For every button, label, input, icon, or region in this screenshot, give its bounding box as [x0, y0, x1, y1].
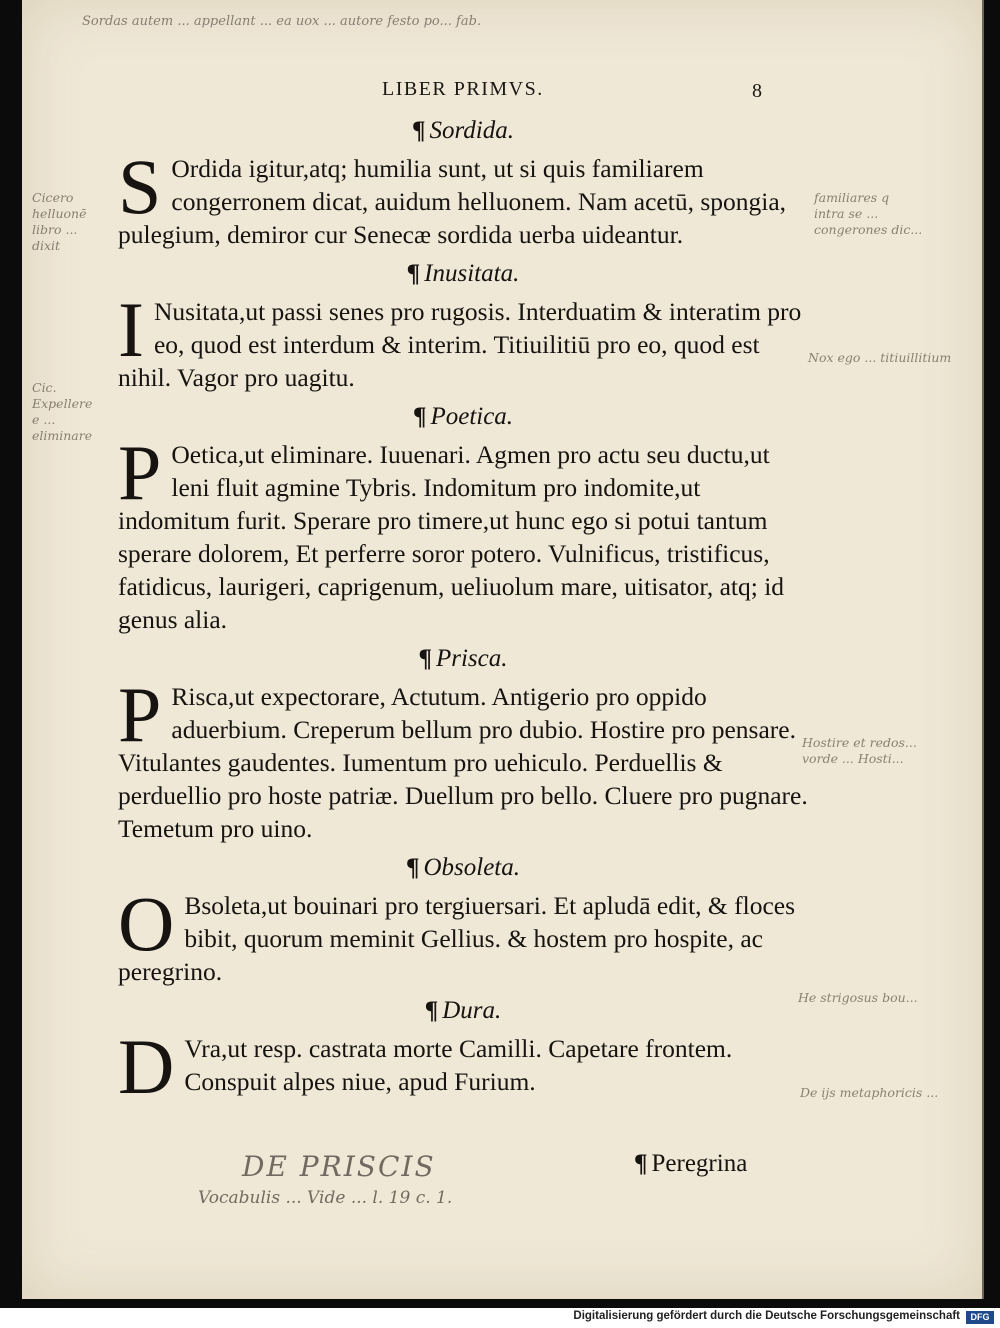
section-sordida — [118, 114, 808, 251]
pilcrow-icon: ¶ — [412, 403, 427, 430]
footer-bar — [0, 1308, 1000, 1328]
paragraph — [118, 286, 808, 394]
handwritten-title-de-priscis: DE PRISCIS — [242, 1150, 436, 1183]
section-prisca — [118, 642, 808, 845]
section-dura — [118, 994, 808, 1110]
page-header — [22, 78, 982, 108]
handwritten-note-right: Hostire et redos... vorde ... Hosti... — [802, 735, 917, 766]
paragraph-text: Oetica,ut eliminare. Iuuenari. Agmen pro actu seu ductu,ut leni fluit agmine Tybris. Indomitum pro indomite,ut indomitum furit. Sperare pro timere,ut hunc ego si potui tantum sperare dolorem, Et perferre soror potero. Vulnificus, tristificus, fatidicus, laurigeri, caprigenum, ueliuolum mare, uitisator, atq; id genus alia. — [118, 440, 785, 634]
section-inusitata — [118, 257, 808, 394]
paragraph-text: Bsoleta,ut bouinari pro tergiuersari. Et apludā edit, & floces bibit, quorum meminit Gellius. & hostem pro hospite, ac peregrino. — [118, 891, 795, 986]
running-title: LIBER PRIMVS. — [382, 78, 544, 100]
drop-cap: O — [118, 880, 175, 967]
handwritten-note-bottom: Vocabulis ... Vide ... l. 19 c. 1. — [198, 1188, 453, 1208]
drop-cap: D — [118, 1023, 175, 1110]
pilcrow-icon: ¶ — [411, 117, 426, 144]
section-heading — [118, 114, 808, 148]
heading-text: Poetica. — [430, 403, 514, 430]
handwritten-note-right: He strigosus bou... — [798, 990, 918, 1005]
section-heading — [118, 257, 808, 291]
handwritten-note-top: Sordas autem ... appellant ... ea uox ... autore festo po... fab. — [82, 14, 482, 29]
drop-cap: P — [118, 671, 162, 758]
paragraph-text: Nusitata,ut passi senes pro rugosis. Interduatim & interatim pro eo, quod est interdum & interim. Titiuilitiū pro eo, quod est nihil. Vagor pro uagitu. — [118, 297, 802, 392]
paragraph-text: Risca,ut expectorare, Actutum. Antigerio pro oppido aduerbium. Creperum bellum pro dubio. Hostire pro pensare. Vitulantes gaudentes. Iumentum pro uehiculo. Perduellis & perduellio pro hoste patriæ. Duellum pro bello. Cluere pro pugnare. Temetum pro uino. — [118, 682, 808, 843]
funding-credit: Digitalisierung gefördert durch die Deutsche Forschungsgemeinschaft — [573, 1310, 960, 1322]
paragraph-text: Ordida igitur,atq; humilia sunt, ut si quis familiarem congerronem dicat, auidum helluonem. Nam acetū, spongia, pulegium, demiror cur Senecæ sordida uerba uideantur. — [118, 154, 787, 249]
section-heading — [118, 994, 808, 1028]
paragraph — [118, 143, 808, 251]
paragraph-text: Vra,ut resp. castrata morte Camilli. Capetare frontem. Conspuit alpes niue, apud Furium. — [184, 1034, 733, 1096]
catchword-text: Peregrina — [651, 1150, 748, 1177]
section-heading — [118, 851, 808, 885]
folio-number: 8 — [752, 80, 762, 102]
heading-text: Sordida. — [429, 117, 514, 144]
paragraph — [118, 880, 808, 988]
handwritten-note-right: Nox ego ... titiuillitium — [808, 350, 952, 365]
pilcrow-icon: ¶ — [418, 645, 432, 672]
section-heading — [118, 400, 808, 434]
pilcrow-icon: ¶ — [405, 854, 420, 881]
heading-text: Dura. — [442, 997, 502, 1024]
section-heading — [118, 642, 808, 676]
drop-cap: I — [118, 286, 144, 373]
pilcrow-icon: ¶ — [424, 997, 439, 1024]
main-text-block — [118, 112, 808, 1110]
handwritten-note-left: Cicero helluonē libro ... dixit — [32, 190, 87, 253]
heading-text: Obsoleta. — [423, 854, 521, 881]
drop-cap: S — [118, 143, 162, 230]
paragraph — [118, 671, 808, 845]
dfg-logo-icon: DFG — [966, 1311, 994, 1324]
heading-text: Prisca. — [435, 645, 508, 672]
heading-text: Inusitata. — [424, 260, 520, 287]
catchword — [634, 1150, 747, 1178]
pilcrow-icon: ¶ — [634, 1150, 648, 1177]
book-page — [22, 0, 984, 1299]
paragraph — [118, 429, 808, 636]
handwritten-note-right: familiares q intra se ... congerones dic... — [814, 190, 923, 237]
paragraph — [118, 1023, 808, 1110]
section-poetica — [118, 400, 808, 636]
drop-cap: P — [118, 429, 162, 516]
pilcrow-icon: ¶ — [406, 260, 421, 287]
section-obsoleta — [118, 851, 808, 988]
handwritten-note-right: De ijs metaphoricis ... — [800, 1085, 939, 1100]
handwritten-note-left: Cic. Expellere e ... eliminare — [32, 380, 93, 443]
